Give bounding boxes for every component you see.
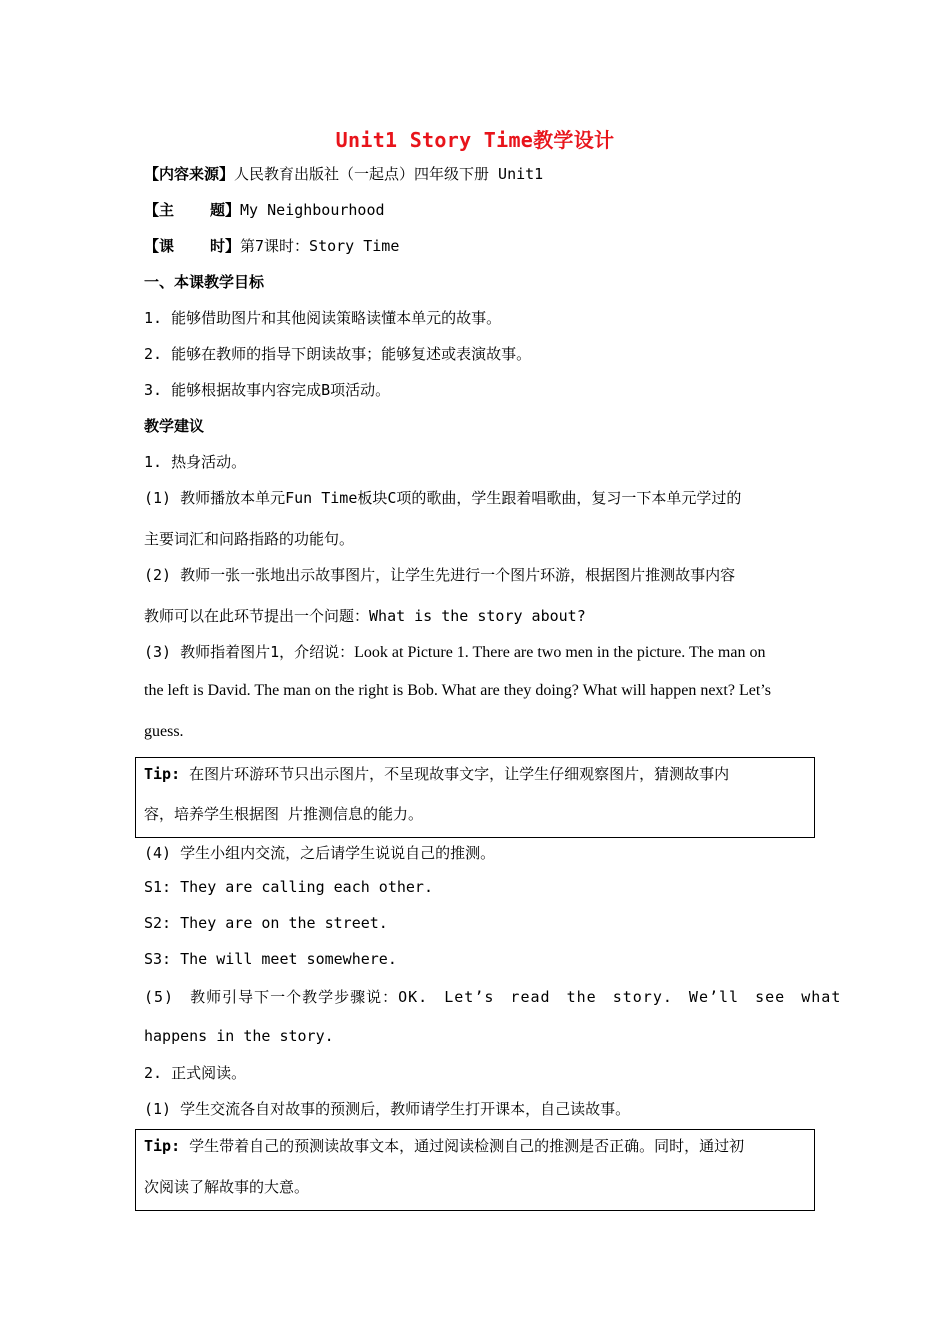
step1-line-a: (1) 教师播放本单元Fun Time板块C项的歌曲，学生跟着唱歌曲，复习一下本单元学过的 (144, 489, 742, 507)
period-label-a: 【课 (144, 237, 175, 255)
student-response: S3: The will meet somewhere. (144, 950, 397, 968)
step2-line-a: (2) 教师一张一张地出示故事图片，让学生先进行一个图片环游，根据图片推测故事内容 (144, 566, 736, 584)
tip-line (144, 1135, 808, 1156)
source-value: 人民教育出版社（一起点）四年级下册 Unit1 (234, 165, 544, 183)
step3-line-c: guess. (144, 723, 184, 740)
goal-item: 1. 能够借助图片和其他阅读策略读懂本单元的故事。 (144, 309, 502, 327)
step3-line-a (144, 641, 814, 662)
reading-heading: 2. 正式阅读。 (144, 1064, 247, 1082)
tip-line: 次阅读了解故事的大意。 (144, 1178, 310, 1196)
tip-box (135, 757, 815, 838)
period-label-b: 时】 (210, 237, 241, 255)
document-title: Unit1 Story Time教学设计 (335, 128, 615, 152)
tip-label: Tip: (144, 1137, 181, 1155)
step1-line-b: 主要词汇和问路指路的功能句。 (144, 530, 355, 548)
student-response: S1: They are calling each other. (144, 878, 433, 896)
tip-label: Tip: (144, 765, 181, 783)
goal-item: 2. 能够在教师的指导下朗读故事；能够复述或表演故事。 (144, 345, 532, 363)
topic-label-a: 【主 (144, 201, 175, 219)
goal-item: 3. 能够根据故事内容完成B项活动。 (144, 381, 391, 399)
tip-text: 在图片环游环节只出示图片，不呈现故事文字，让学生仔细观察图片，猜测故事内 (189, 765, 730, 783)
meta-source (144, 163, 814, 184)
tip-box (135, 1129, 815, 1211)
step3-line-b: the left is David. The man on the right is Bob. What are they doing? What will happen next? Let’s (144, 682, 771, 699)
topic-label-b: 题】 (210, 201, 241, 219)
meta-topic (144, 199, 814, 220)
warmup-heading: 1. 热身活动。 (144, 453, 247, 471)
topic-value: My Neighbourhood (240, 201, 385, 219)
step3-english: Look at Picture 1. There are two men in the picture. The man on (354, 644, 766, 661)
student-response: S2: They are on the street. (144, 914, 388, 932)
meta-period (144, 235, 814, 256)
step3-prefix: (3) 教师指着图片1，介绍说： (144, 643, 355, 661)
step2-line-b: 教师可以在此环节提出一个问题：What is the story about? (144, 607, 586, 625)
step5-line-a: (5) 教师引导下一个教学步骤说：OK. Let’s read the story. We’ll see what (144, 988, 842, 1006)
step4: (4) 学生小组内交流，之后请学生说说自己的推测。 (144, 844, 496, 862)
source-label: 【内容来源】 (144, 165, 235, 183)
goals-heading: 一、本课教学目标 (144, 273, 265, 291)
tip-line (144, 763, 808, 784)
period-value: 第7课时：Story Time (240, 237, 400, 255)
tip-text: 学生带着自己的预测读故事文本，通过阅读检测自己的推测是否正确。同时，通过初 (189, 1137, 745, 1155)
read1: (1) 学生交流各自对故事的预测后，教师请学生打开课本，自己读故事。 (144, 1100, 631, 1118)
step5-line-b: happens in the story. (144, 1027, 334, 1045)
tip-line: 容，培养学生根据图 片推测信息的能力。 (144, 805, 424, 823)
suggestions-heading: 教学建议 (144, 417, 205, 435)
